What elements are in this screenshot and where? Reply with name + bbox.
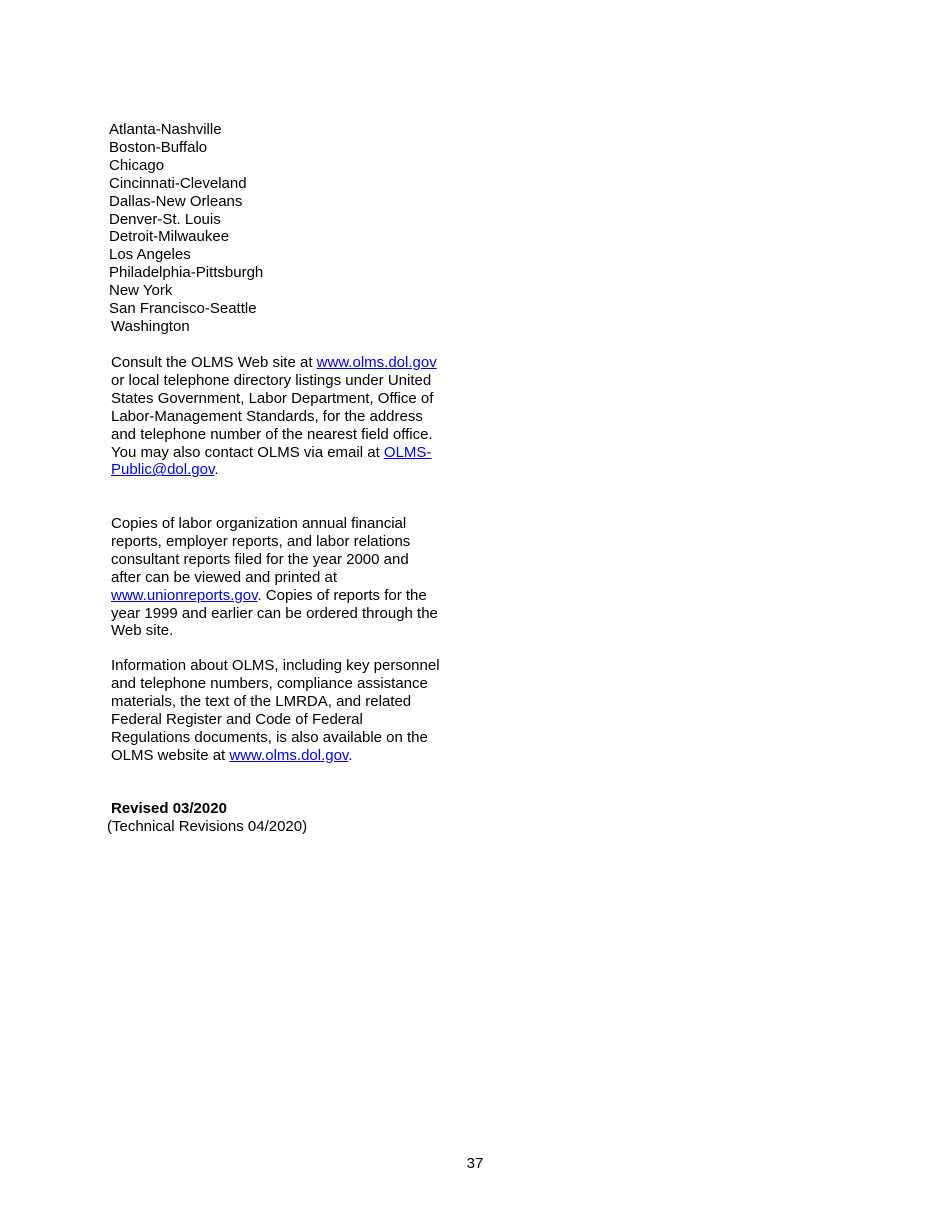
copies-paragraph xyxy=(111,515,441,640)
office-denver-st-louis: Denver-St. Louis xyxy=(109,210,221,228)
office-philadelphia-pittsburgh: Philadelphia-Pittsburgh xyxy=(109,264,264,282)
information-text-1: Information about OLMS, including key personnel and telephone numbers, compliance assistance materials, the text of the LMRDA, and related Federal Register and Code of Federal Regulations documents, is also available on the OLMS website at xyxy=(111,657,440,764)
office-washington: Washington xyxy=(111,317,190,335)
technical-revisions-date: (Technical Revisions 04/2020) xyxy=(107,818,308,835)
office-dallas-new-orleans: Dallas-New Orleans xyxy=(109,192,243,210)
office-boston-buffalo: Boston-Buffalo xyxy=(109,138,208,156)
page-number: 37 xyxy=(466,1155,484,1172)
office-atlanta-nashville: Atlanta-Nashville xyxy=(109,121,222,138)
office-san-francisco-seattle: San Francisco-Seattle xyxy=(109,300,257,318)
information-paragraph xyxy=(111,657,441,764)
information-text-2: . xyxy=(348,746,353,764)
olms-website-link-2[interactable]: www.olms.dol.gov xyxy=(229,746,349,764)
copies-text-1: Copies of labor organization annual financial reports, employer reports, and labor relations consultant reports filed for the year 2000 and after can be viewed and printed at xyxy=(111,515,411,586)
consult-paragraph xyxy=(111,354,441,479)
olms-website-link-1[interactable]: www.olms.dol.gov xyxy=(316,354,437,371)
copies-text-2: . Copies of reports for the year 1999 and earlier can be ordered through the Web site. xyxy=(111,586,438,640)
office-los-angeles: Los Angeles xyxy=(109,246,191,264)
office-chicago: Chicago xyxy=(109,156,165,174)
consult-text-2: or local telephone directory listings under United States Government, Labor Department, Office of Labor-Management Standards, for the address and telephone number of the nearest field office. You may also contact OLMS via email at xyxy=(111,371,434,461)
revised-date: Revised 03/2020 xyxy=(111,800,227,817)
olms-email-link[interactable]: OLMS-Public@dol.gov xyxy=(111,443,432,479)
unionreports-link[interactable]: www.unionreports.gov xyxy=(111,586,258,604)
office-detroit-milwaukee: Detroit-Milwaukee xyxy=(109,228,230,246)
office-cincinnati-cleveland: Cincinnati-Cleveland xyxy=(109,174,247,192)
field-office-list xyxy=(109,121,263,336)
consult-text-3: . xyxy=(214,461,219,479)
consult-text-1: Consult the OLMS Web site at xyxy=(111,354,317,371)
office-new-york: New York xyxy=(109,282,173,300)
